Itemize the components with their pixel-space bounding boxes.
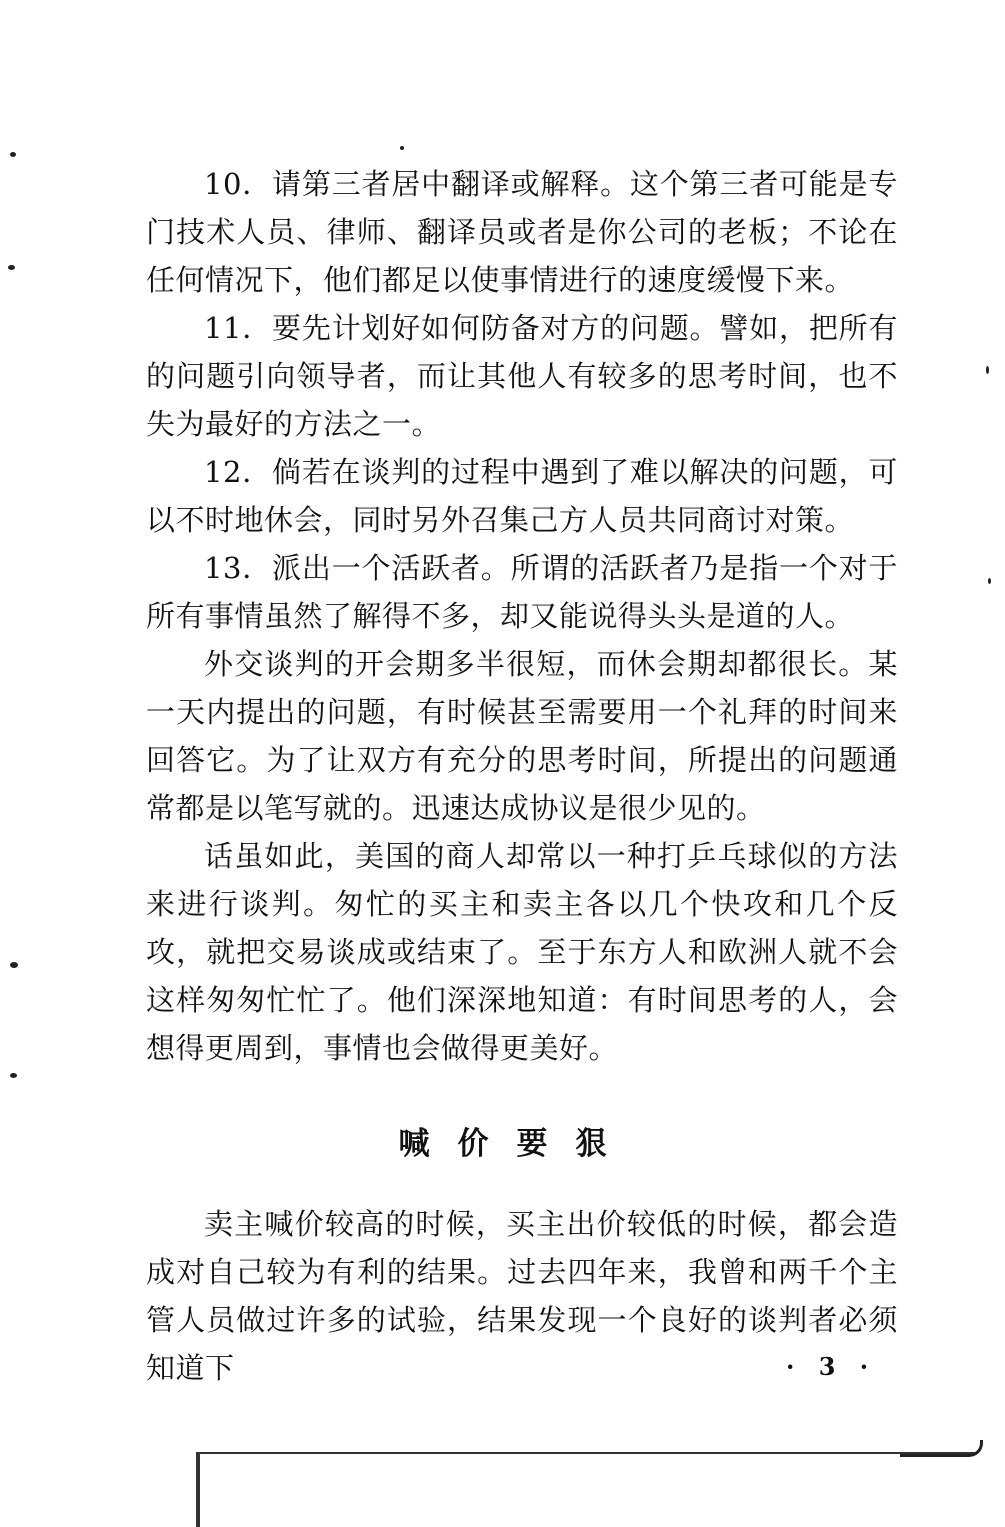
paragraph-item-10: 10．请第三者居中翻译或解释。这个第三者可能是专门技术人员、律师、翻译员或者是你公司的老板；不论在任何情况下，他们都足以使事情进行的速度缓慢下来。 [146, 167, 898, 297]
scan-speck [986, 366, 989, 374]
page-bottom-curl [900, 1440, 983, 1457]
paragraph-item-13: 13．派出一个活跃者。所谓的活跃者乃是指一个对于所有事情虽然了解得不多，却又能说得头头是道的人。 [146, 551, 898, 633]
scan-speck [10, 1073, 17, 1078]
scan-speck [10, 962, 18, 968]
paragraph-diplomatic-negotiation: 外交谈判的开会期多半很短，而休会期却都很长。某一天内提出的问题，有时候甚至需要用一个礼拜的时间来回答它。为了让双方有充分的思考时间，所提出的问题通常都是以笔写就的。迅速达成协议是很少见的。 [146, 647, 898, 825]
scan-speck [988, 578, 991, 584]
page-bottom-rule [198, 1452, 978, 1454]
page-binding-mark [196, 1452, 200, 1527]
body-text-top [146, 160, 898, 1072]
paragraph-pricing: 卖主喊价较高的时候，买主出价较低的时候，都会造成对自己较为有利的结果。过去四年来，我曾和两千个主管人员做过许多的试验，结果发现一个良好的谈判者必须知道下 [146, 1207, 898, 1385]
paragraph-item-12: 12．倘若在谈判的过程中遇到了难以解决的问题，可以不时地休会，同时另外召集己方人员共同商讨对策。 [146, 455, 898, 537]
section-heading: 喊价要狠 [398, 1126, 635, 1162]
paragraph-american-merchants: 话虽如此，美国的商人却常以一种打乒乓球似的方法来进行谈判。匆忙的买主和卖主各以几个快攻和几个反攻，就把交易谈成或结束了。至于东方人和欧洲人就不会这样匆匆忙忙了。他们深深地知道：有时间思考的人，会想得更周到，事情也会做得更美好。 [146, 839, 898, 1065]
paragraph-item-11: 11．要先计划好如何防备对方的问题。譬如，把所有的问题引向领导者，而让其他人有较多的思考时间，也不失为最好的方法之一。 [146, 311, 898, 441]
scan-speck [400, 146, 404, 150]
page-number: · 3 · [786, 1352, 877, 1381]
scan-speck [10, 152, 16, 157]
scan-speck [8, 265, 15, 270]
